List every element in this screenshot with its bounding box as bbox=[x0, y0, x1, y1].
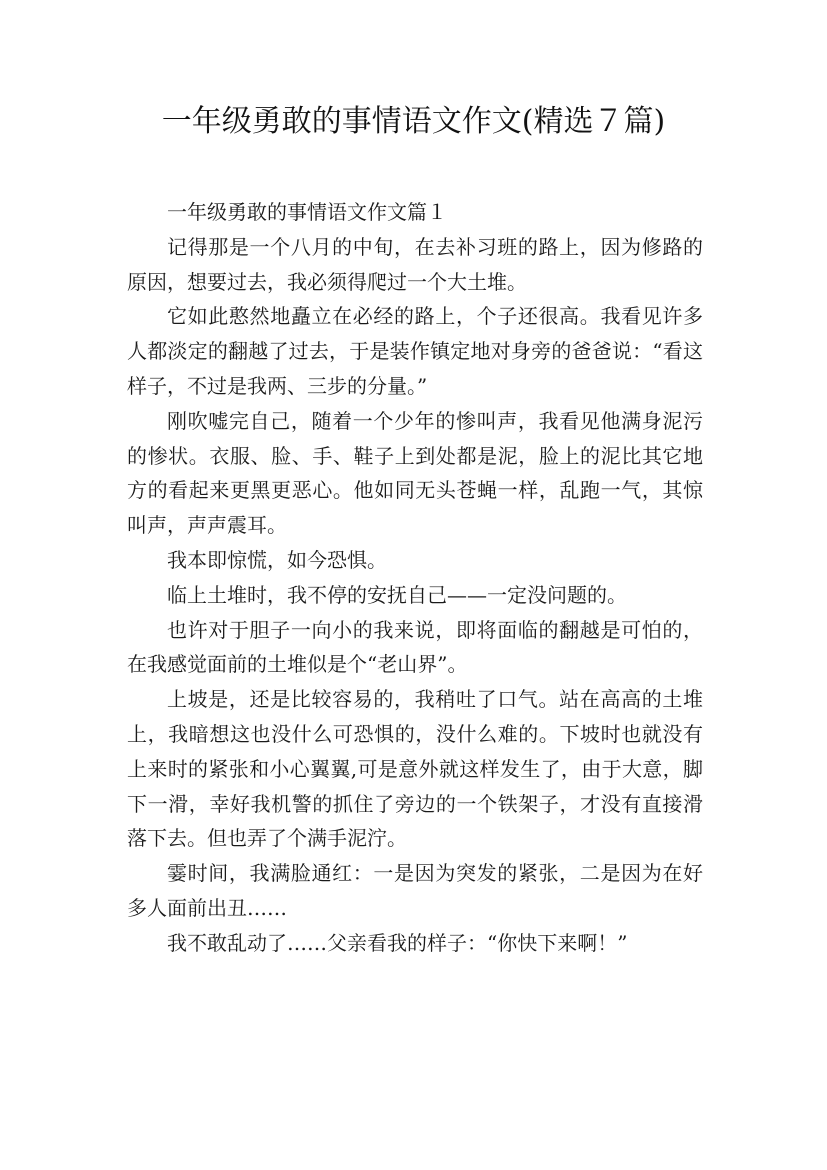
paragraph: 它如此憨然地矗立在必经的路上，个子还很高。我看见许多人都淡定的翻越了过去，于是装作镇定地对身旁的爸爸说：“看这样子，不过是我两、三步的分量。” bbox=[127, 304, 703, 398]
document-body bbox=[127, 195, 703, 961]
paragraph: 我不敢乱动了……父亲看我的样子：“你快下来啊！” bbox=[167, 930, 628, 955]
paragraph: 霎时间，我满脸通红：一是因为突发的紧张，二是因为在好多人面前出丑…… bbox=[127, 861, 703, 920]
paragraph: 我本即惊慌，如今恐惧。 bbox=[167, 547, 387, 572]
paragraph: 也许对于胆子一向小的我来说，即将面临的翻越是可怕的，在我感觉面前的土堆似是个“老山界”。 bbox=[127, 617, 703, 677]
section-heading: 一年级勇敢的事情语文作文篇１ bbox=[167, 200, 447, 224]
paragraph: 临上土堆时，我不停的安抚自己——一定没问题的。 bbox=[167, 582, 627, 607]
paragraph: 刚吹嘘完自己，随着一个少年的惨叫声，我看见他满身泥污的惨状。衣服、脸、手、鞋子上到处都是泥，脸上的泥比其它地方的看起来更黑更恶心。他如同无头苍蝇一样，乱跑一气，其惊叫声，声声震耳。 bbox=[127, 408, 703, 538]
document-title: 一年级勇敢的事情语文作文(精选７篇) bbox=[161, 104, 666, 139]
paragraph: 记得那是一个八月的中旬，在去补习班的路上，因为修路的原因，想要过去，我必须得爬过一个大土堆。 bbox=[127, 234, 703, 294]
paragraph: 上坡是，还是比较容易的，我稍吐了口气。站在高高的土堆上，我暗想这也没什么可恐惧的，没什么难的。下坡时也就没有上来时的紧张和小心翼翼,可是意外就这样发生了，由于大意，脚下一滑，幸好我机警的抓住了旁边的一个铁架子，才没有直接滑落下去。但也弄了个满手泥泞。 bbox=[127, 687, 703, 851]
